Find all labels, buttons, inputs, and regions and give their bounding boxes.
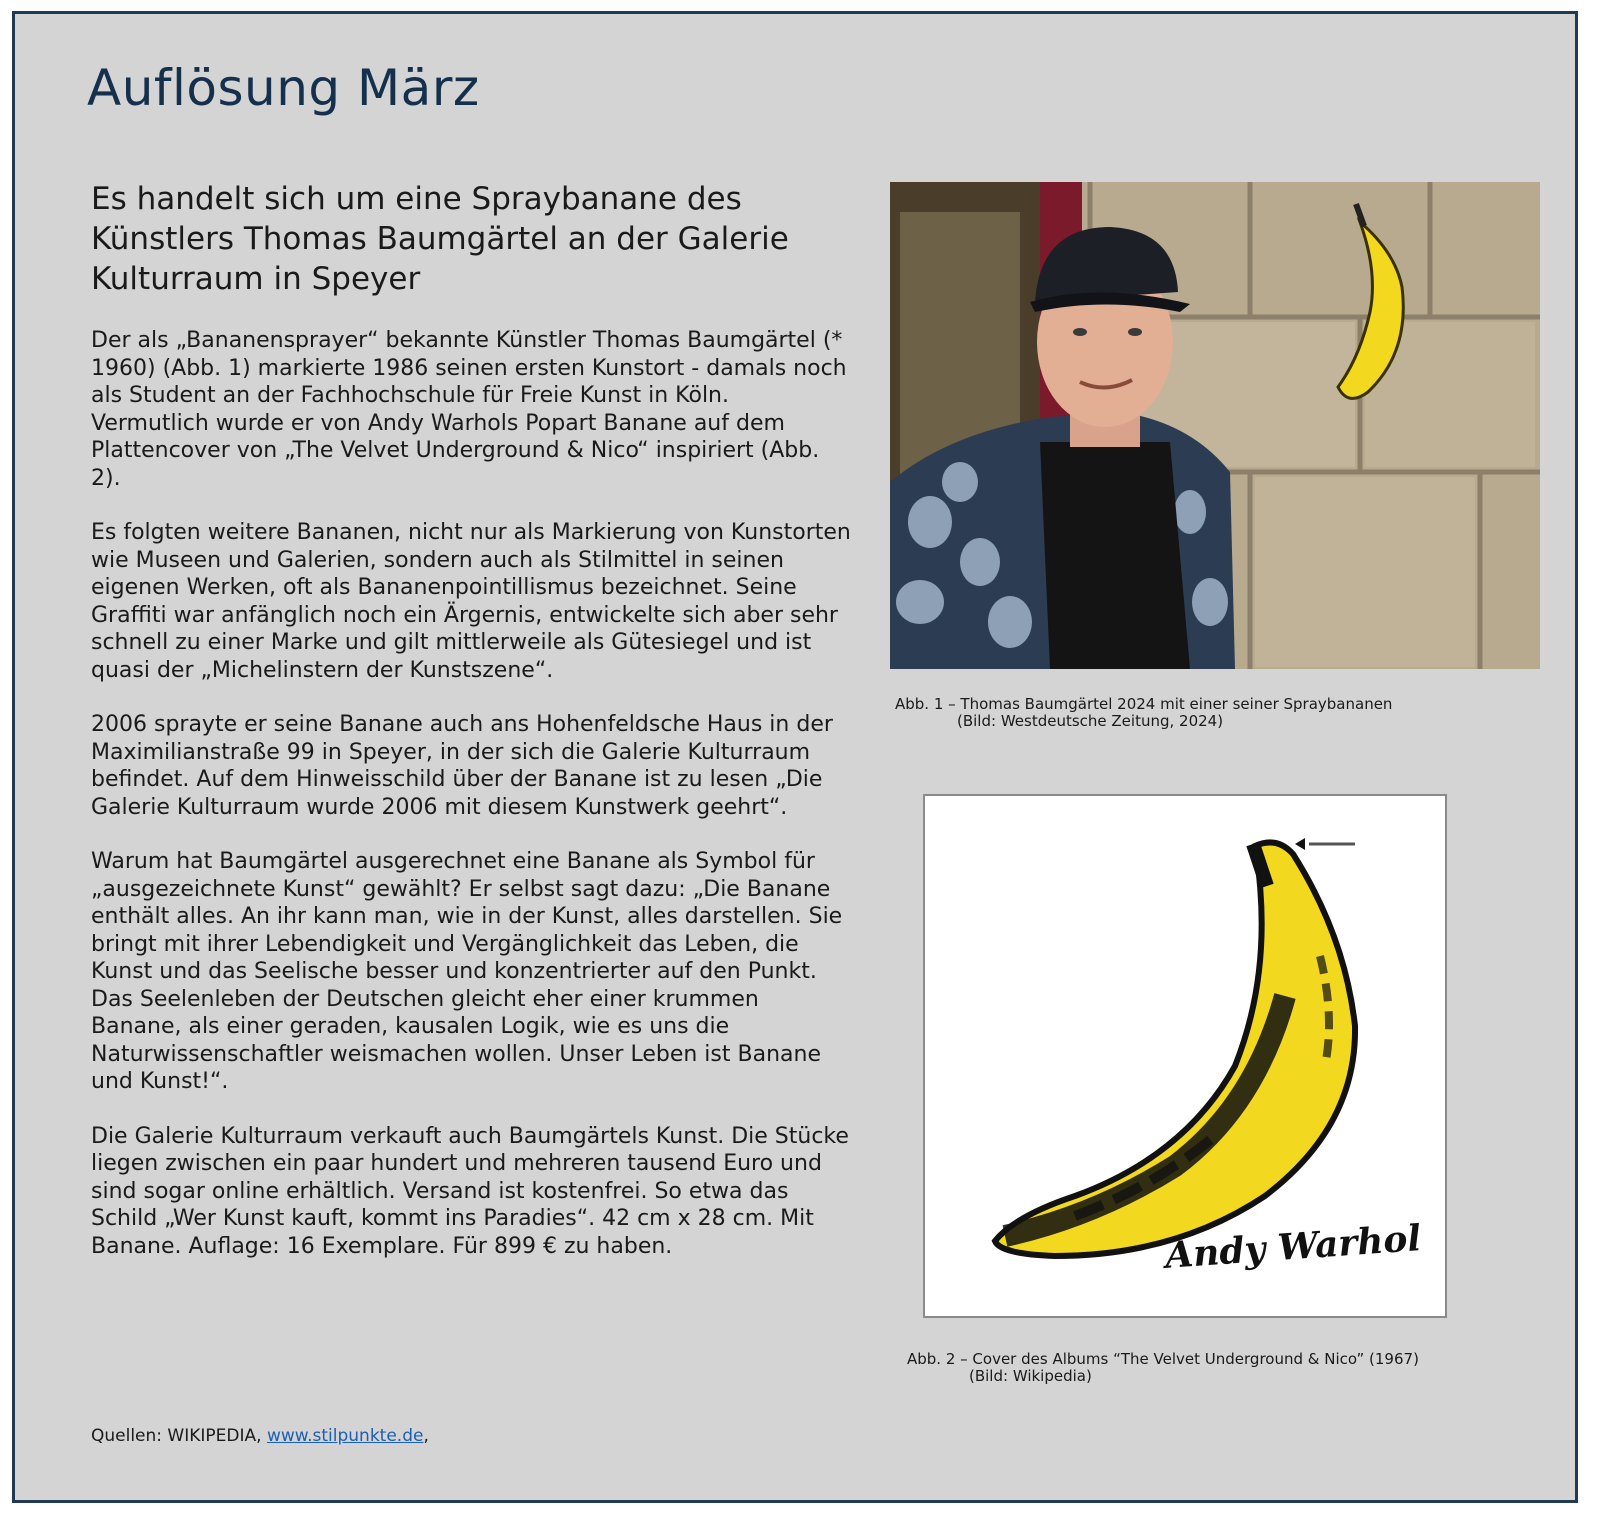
article-panel: [12, 11, 1578, 1503]
figure-2-caption-line2: (Bild: Wikipedia): [969, 1367, 1092, 1385]
sources-label: Quellen: WIKIPEDIA,: [91, 1426, 262, 1446]
paragraph-speyer: 2006 sprayte er seine Banane auch ans Hohenfeldsche Haus in der Maximilianstraße 99 in Speyer, in der sich die Galerie Kulturraum befindet. Auf dem Hinweisschild über der Banane ist zu lesen „Die Galerie Kulturraum wurde 2006 mit diesem Kunstwerk geehrt“.: [91, 712, 833, 820]
sources-trailing: ,: [423, 1426, 429, 1446]
paragraph-quote: Warum hat Baumgärtel ausgerechnet eine Banane als Symbol für „ausgezeichnete Kunst“ gewählt? Er selbst sagt dazu: „Die Banane enthält alles. An ihr kann man, wie in der Kunst, alles darstellen. Sie bringt mit ihrer Lebendigkeit und Vergänglichkeit das Leben, die Kunst und das Seelische besser und konzentrierter auf den Punkt. Das Seelenleben der Deutschen gleicht eher einer krummen Banane, als einer geraden, kausalen Logik, wie es uns die Naturwissenschaftler weismachen wollen. Unser Leben ist Banane und Kunst!“.: [91, 849, 843, 1094]
paragraph-intro: Der als „Bananensprayer“ bekannte Künstler Thomas Baumgärtel (* 1960) (Abb. 1) markierte 1986 seinen ersten Kunstort - damals noch als Student an der Fachhochschule für Freie Kunst in Köln. Vermutlich wurde er von Andy Warhols Popart Banane auf dem Plattencover von „The Velvet Underground & Nico“ inspiriert (Abb. 2).: [91, 328, 847, 491]
sources-link[interactable]: www.stilpunkte.de: [266, 1426, 424, 1446]
figure-1-photo: [890, 182, 1540, 669]
paragraph-bananas: Es folgten weitere Bananen, nicht nur als Markierung von Kunstorten wie Museen und Galerien, sondern auch als Stilmittel in seinen eigenen Werken, oft als Bananenpointillismus bezeichnet. Seine Graffiti war anfänglich noch ein Ärgernis, entwickelte sich aber sehr schnell zu einer Marke und gilt mittlerweile als Gütesiegel und ist quasi der „Michelinstern der Kunstszene“.: [91, 520, 851, 683]
paragraph-sales: Die Galerie Kulturraum verkauft auch Baumgärtels Kunst. Die Stücke liegen zwischen ein paar hundert und mehreren tausend Euro und sind sogar online erhältlich. Versand ist kostenfrei. So etwa das Schild „Wer Kunst kauft, kommt ins Paradies“. 42 cm x 28 cm. Mit Banane. Auflage: 16 Exemplare. Für 899 € zu haben.: [91, 1123, 849, 1259]
article-body: [91, 327, 851, 1287]
figure-1-caption-line1: Abb. 1 – Thomas Baumgärtel 2024 mit einer seiner Spraybananen: [895, 695, 1393, 713]
figure-2-caption: [907, 1351, 1419, 1385]
sources-line: [91, 1426, 429, 1446]
article-subtitle: Es handelt sich um eine Spraybanane des Künstlers Thomas Baumgärtel an der Galerie Kulturraum in Speyer: [91, 181, 789, 297]
figure-2-caption-line1: Abb. 2 – Cover des Albums “The Velvet Underground & Nico” (1967): [907, 1350, 1419, 1368]
figure-1-caption-line2: (Bild: Westdeutsche Zeitung, 2024): [957, 712, 1224, 730]
artist-photo-illustration: [890, 182, 1540, 669]
figure-1-caption: [895, 696, 1392, 730]
warhol-signature: Andy Warhol: [1163, 1217, 1423, 1277]
figure-2-album-cover: [923, 794, 1447, 1318]
page-title: Auflösung März: [87, 59, 480, 117]
